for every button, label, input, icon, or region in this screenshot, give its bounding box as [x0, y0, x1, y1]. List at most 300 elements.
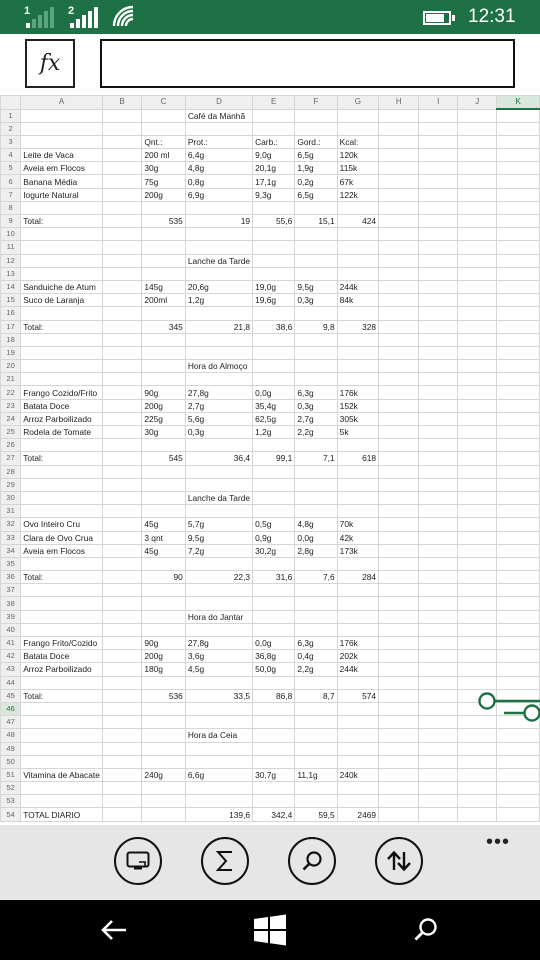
cell-e54[interactable]: 342,4 — [253, 808, 295, 821]
row-header[interactable]: 45 — [1, 689, 21, 702]
cell-f50[interactable] — [295, 755, 337, 768]
cell-b38[interactable] — [102, 597, 141, 610]
row-header[interactable]: 43 — [1, 663, 21, 676]
row-header[interactable]: 24 — [1, 412, 21, 425]
cell-k14[interactable] — [497, 280, 540, 293]
cell-a24[interactable]: Arroz Parboilizado — [21, 412, 103, 425]
cell-d39[interactable]: Hora do Jantar — [185, 610, 252, 623]
cell-i44[interactable] — [419, 676, 458, 689]
row-header[interactable]: 25 — [1, 426, 21, 439]
column-header-g[interactable]: G — [337, 96, 378, 110]
cell-d53[interactable] — [185, 795, 252, 808]
cell-d36[interactable]: 22,3 — [185, 571, 252, 584]
cell-i1[interactable] — [419, 109, 458, 122]
row-header[interactable]: 14 — [1, 280, 21, 293]
cell-c20[interactable] — [142, 360, 186, 373]
cell-e7[interactable]: 9,3g — [253, 188, 295, 201]
cell-h46[interactable] — [379, 702, 419, 715]
cell-g27[interactable]: 618 — [337, 452, 378, 465]
cell-i7[interactable] — [419, 188, 458, 201]
cell-g31[interactable] — [337, 505, 378, 518]
cell-i51[interactable] — [419, 768, 458, 781]
cell-f11[interactable] — [295, 241, 337, 254]
cell-b48[interactable] — [102, 729, 141, 742]
cell-h11[interactable] — [379, 241, 419, 254]
cell-j18[interactable] — [458, 333, 497, 346]
cell-g4[interactable]: 120k — [337, 149, 378, 162]
cell-d34[interactable]: 7,2g — [185, 544, 252, 557]
cell-b19[interactable] — [102, 346, 141, 359]
cell-k40[interactable] — [497, 623, 540, 636]
cell-f25[interactable]: 2,2g — [295, 426, 337, 439]
formula-input[interactable] — [100, 39, 515, 88]
cell-b50[interactable] — [102, 755, 141, 768]
row-header[interactable]: 31 — [1, 505, 21, 518]
cell-g10[interactable] — [337, 228, 378, 241]
cell-f30[interactable] — [295, 491, 337, 504]
cell-e33[interactable]: 0,9g — [253, 531, 295, 544]
cell-c15[interactable]: 200ml — [142, 294, 186, 307]
cell-i42[interactable] — [419, 650, 458, 663]
cell-a11[interactable] — [21, 241, 103, 254]
cell-c22[interactable]: 90g — [142, 386, 186, 399]
cell-j37[interactable] — [458, 584, 497, 597]
cell-a3[interactable] — [21, 135, 103, 148]
cell-d43[interactable]: 4,5g — [185, 663, 252, 676]
cell-k8[interactable] — [497, 201, 540, 214]
cell-j2[interactable] — [458, 122, 497, 135]
cell-d15[interactable]: 1,2g — [185, 294, 252, 307]
cell-k10[interactable] — [497, 228, 540, 241]
row-header[interactable]: 3 — [1, 135, 21, 148]
cell-k54[interactable] — [497, 808, 540, 821]
cell-h16[interactable] — [379, 307, 419, 320]
cell-j54[interactable] — [458, 808, 497, 821]
cell-j39[interactable] — [458, 610, 497, 623]
cell-d5[interactable]: 4,8g — [185, 162, 252, 175]
cell-f17[interactable]: 9,8 — [295, 320, 337, 333]
cell-b34[interactable] — [102, 544, 141, 557]
cell-c14[interactable]: 145g — [142, 280, 186, 293]
cell-a38[interactable] — [21, 597, 103, 610]
column-header-d[interactable]: D — [185, 96, 252, 110]
cell-c54[interactable] — [142, 808, 186, 821]
cell-h3[interactable] — [379, 135, 419, 148]
cell-a43[interactable]: Arroz Parboilizado — [21, 663, 103, 676]
cell-b49[interactable] — [102, 742, 141, 755]
row-header[interactable]: 47 — [1, 716, 21, 729]
cell-g48[interactable] — [337, 729, 378, 742]
cell-a27[interactable]: Total: — [21, 452, 103, 465]
cell-f27[interactable]: 7,1 — [295, 452, 337, 465]
cell-c5[interactable]: 30g — [142, 162, 186, 175]
cell-b18[interactable] — [102, 333, 141, 346]
cell-b35[interactable] — [102, 557, 141, 570]
cell-e30[interactable] — [253, 491, 295, 504]
cell-c18[interactable] — [142, 333, 186, 346]
cell-c12[interactable] — [142, 254, 186, 267]
cell-e5[interactable]: 20,1g — [253, 162, 295, 175]
cell-i22[interactable] — [419, 386, 458, 399]
cell-f37[interactable] — [295, 584, 337, 597]
spreadsheet-grid[interactable] — [0, 95, 540, 825]
cell-i37[interactable] — [419, 584, 458, 597]
back-button[interactable] — [96, 912, 132, 948]
cell-c7[interactable]: 200g — [142, 188, 186, 201]
row-header[interactable]: 27 — [1, 452, 21, 465]
cell-f32[interactable]: 4,8g — [295, 518, 337, 531]
cell-k27[interactable] — [497, 452, 540, 465]
cell-e46[interactable] — [253, 702, 295, 715]
cell-g41[interactable]: 176k — [337, 637, 378, 650]
cell-c21[interactable] — [142, 373, 186, 386]
row-header[interactable]: 53 — [1, 795, 21, 808]
cell-h19[interactable] — [379, 346, 419, 359]
column-header-c[interactable]: C — [142, 96, 186, 110]
cell-j16[interactable] — [458, 307, 497, 320]
cell-b16[interactable] — [102, 307, 141, 320]
cell-b7[interactable] — [102, 188, 141, 201]
cell-d21[interactable] — [185, 373, 252, 386]
cell-d3[interactable]: Prot.: — [185, 135, 252, 148]
cell-h37[interactable] — [379, 584, 419, 597]
cell-f26[interactable] — [295, 439, 337, 452]
cell-d24[interactable]: 5,6g — [185, 412, 252, 425]
cell-c45[interactable]: 536 — [142, 689, 186, 702]
row-header[interactable]: 17 — [1, 320, 21, 333]
cell-e31[interactable] — [253, 505, 295, 518]
cell-i4[interactable] — [419, 149, 458, 162]
cell-j21[interactable] — [458, 373, 497, 386]
cell-c25[interactable]: 30g — [142, 426, 186, 439]
cell-g3[interactable]: Kcal: — [337, 135, 378, 148]
cell-g22[interactable]: 176k — [337, 386, 378, 399]
cell-a1[interactable] — [21, 109, 103, 122]
cell-c11[interactable] — [142, 241, 186, 254]
cell-h8[interactable] — [379, 201, 419, 214]
cell-i53[interactable] — [419, 795, 458, 808]
cell-a31[interactable] — [21, 505, 103, 518]
cell-e14[interactable]: 19,0g — [253, 280, 295, 293]
cell-e49[interactable] — [253, 742, 295, 755]
cell-j36[interactable] — [458, 571, 497, 584]
cell-j35[interactable] — [458, 557, 497, 570]
cell-d28[interactable] — [185, 465, 252, 478]
cell-j42[interactable] — [458, 650, 497, 663]
cell-d2[interactable] — [185, 122, 252, 135]
cell-i50[interactable] — [419, 755, 458, 768]
column-header-h[interactable]: H — [379, 96, 419, 110]
column-header-a[interactable]: A — [21, 96, 103, 110]
row-header[interactable]: 35 — [1, 557, 21, 570]
cell-d1[interactable]: Café da Manhã — [185, 109, 252, 122]
cell-g46[interactable] — [337, 702, 378, 715]
cell-a52[interactable] — [21, 782, 103, 795]
cell-k25[interactable] — [497, 426, 540, 439]
cell-j33[interactable] — [458, 531, 497, 544]
cell-a12[interactable] — [21, 254, 103, 267]
cell-k18[interactable] — [497, 333, 540, 346]
cell-d12[interactable]: Lanche da Tarde — [185, 254, 252, 267]
cell-b26[interactable] — [102, 439, 141, 452]
cell-f46[interactable] — [295, 702, 337, 715]
cell-g5[interactable]: 115k — [337, 162, 378, 175]
cell-a6[interactable]: Banana Média — [21, 175, 103, 188]
cell-j19[interactable] — [458, 346, 497, 359]
cell-h53[interactable] — [379, 795, 419, 808]
cell-k24[interactable] — [497, 412, 540, 425]
cell-b22[interactable] — [102, 386, 141, 399]
cell-c19[interactable] — [142, 346, 186, 359]
cell-c49[interactable] — [142, 742, 186, 755]
cell-e19[interactable] — [253, 346, 295, 359]
cell-f31[interactable] — [295, 505, 337, 518]
cell-g30[interactable] — [337, 491, 378, 504]
cell-k41[interactable] — [497, 637, 540, 650]
cell-c16[interactable] — [142, 307, 186, 320]
cell-i20[interactable] — [419, 360, 458, 373]
cell-e42[interactable]: 36,8g — [253, 650, 295, 663]
cell-h13[interactable] — [379, 267, 419, 280]
cell-k4[interactable] — [497, 149, 540, 162]
row-header[interactable]: 42 — [1, 650, 21, 663]
cell-k51[interactable] — [497, 768, 540, 781]
cell-f34[interactable]: 2,8g — [295, 544, 337, 557]
cell-k28[interactable] — [497, 465, 540, 478]
cell-a33[interactable]: Clara de Ovo Crua — [21, 531, 103, 544]
cell-h4[interactable] — [379, 149, 419, 162]
cell-f42[interactable]: 0,4g — [295, 650, 337, 663]
cell-i48[interactable] — [419, 729, 458, 742]
function-button[interactable] — [25, 39, 75, 88]
cell-j28[interactable] — [458, 465, 497, 478]
row-header[interactable]: 54 — [1, 808, 21, 821]
cell-e20[interactable] — [253, 360, 295, 373]
cell-a49[interactable] — [21, 742, 103, 755]
row-header[interactable]: 48 — [1, 729, 21, 742]
cell-c13[interactable] — [142, 267, 186, 280]
cell-g8[interactable] — [337, 201, 378, 214]
cell-h43[interactable] — [379, 663, 419, 676]
cell-a21[interactable] — [21, 373, 103, 386]
cell-c28[interactable] — [142, 465, 186, 478]
cell-g51[interactable]: 240k — [337, 768, 378, 781]
cell-i35[interactable] — [419, 557, 458, 570]
cell-f38[interactable] — [295, 597, 337, 610]
cell-a20[interactable] — [21, 360, 103, 373]
cell-f10[interactable] — [295, 228, 337, 241]
cell-e52[interactable] — [253, 782, 295, 795]
cell-k29[interactable] — [497, 478, 540, 491]
cell-g26[interactable] — [337, 439, 378, 452]
cell-f14[interactable]: 9,5g — [295, 280, 337, 293]
cell-c41[interactable]: 90g — [142, 637, 186, 650]
cell-c31[interactable] — [142, 505, 186, 518]
cell-f4[interactable]: 6,5g — [295, 149, 337, 162]
cell-a54[interactable]: TOTAL DIARIO — [21, 808, 103, 821]
cell-g29[interactable] — [337, 478, 378, 491]
row-header[interactable]: 29 — [1, 478, 21, 491]
cell-e29[interactable] — [253, 478, 295, 491]
row-header[interactable]: 8 — [1, 201, 21, 214]
cell-h24[interactable] — [379, 412, 419, 425]
cell-j13[interactable] — [458, 267, 497, 280]
cell-g9[interactable]: 424 — [337, 215, 378, 228]
cell-c37[interactable] — [142, 584, 186, 597]
cell-b32[interactable] — [102, 518, 141, 531]
cell-j1[interactable] — [458, 109, 497, 122]
cell-g7[interactable]: 122k — [337, 188, 378, 201]
cell-g36[interactable]: 284 — [337, 571, 378, 584]
cell-j27[interactable] — [458, 452, 497, 465]
cell-j49[interactable] — [458, 742, 497, 755]
cell-a30[interactable] — [21, 491, 103, 504]
cell-k26[interactable] — [497, 439, 540, 452]
cell-f21[interactable] — [295, 373, 337, 386]
cell-d10[interactable] — [185, 228, 252, 241]
cell-c3[interactable]: Qnt.: — [142, 135, 186, 148]
cell-k22[interactable] — [497, 386, 540, 399]
more-button[interactable]: ••• — [486, 831, 511, 853]
cell-g18[interactable] — [337, 333, 378, 346]
cell-d13[interactable] — [185, 267, 252, 280]
cell-g43[interactable]: 244k — [337, 663, 378, 676]
cell-k38[interactable] — [497, 597, 540, 610]
cell-b5[interactable] — [102, 162, 141, 175]
cell-i28[interactable] — [419, 465, 458, 478]
cell-k16[interactable] — [497, 307, 540, 320]
row-header[interactable]: 30 — [1, 491, 21, 504]
cell-b44[interactable] — [102, 676, 141, 689]
cell-g45[interactable]: 574 — [337, 689, 378, 702]
cell-h27[interactable] — [379, 452, 419, 465]
cell-a35[interactable] — [21, 557, 103, 570]
cell-j5[interactable] — [458, 162, 497, 175]
cell-b13[interactable] — [102, 267, 141, 280]
cell-a17[interactable]: Total: — [21, 320, 103, 333]
cell-g13[interactable] — [337, 267, 378, 280]
sort-button[interactable] — [375, 837, 423, 885]
cell-g14[interactable]: 244k — [337, 280, 378, 293]
cell-j7[interactable] — [458, 188, 497, 201]
cell-i9[interactable] — [419, 215, 458, 228]
cell-f48[interactable] — [295, 729, 337, 742]
cell-a45[interactable]: Total: — [21, 689, 103, 702]
row-header[interactable]: 10 — [1, 228, 21, 241]
cell-j12[interactable] — [458, 254, 497, 267]
cell-e11[interactable] — [253, 241, 295, 254]
cell-g11[interactable] — [337, 241, 378, 254]
cell-j3[interactable] — [458, 135, 497, 148]
cell-h21[interactable] — [379, 373, 419, 386]
row-header[interactable]: 36 — [1, 571, 21, 584]
cell-h35[interactable] — [379, 557, 419, 570]
cell-i49[interactable] — [419, 742, 458, 755]
cell-i5[interactable] — [419, 162, 458, 175]
cell-b4[interactable] — [102, 149, 141, 162]
cell-j20[interactable] — [458, 360, 497, 373]
cell-g42[interactable]: 202k — [337, 650, 378, 663]
cell-i27[interactable] — [419, 452, 458, 465]
cell-c39[interactable] — [142, 610, 186, 623]
cell-b1[interactable] — [102, 109, 141, 122]
column-header-e[interactable]: E — [253, 96, 295, 110]
cell-e43[interactable]: 50,0g — [253, 663, 295, 676]
cell-a26[interactable] — [21, 439, 103, 452]
cell-f9[interactable]: 15,1 — [295, 215, 337, 228]
row-header[interactable]: 16 — [1, 307, 21, 320]
cell-i26[interactable] — [419, 439, 458, 452]
cell-k37[interactable] — [497, 584, 540, 597]
cell-j53[interactable] — [458, 795, 497, 808]
cell-c6[interactable]: 75g — [142, 175, 186, 188]
cell-d40[interactable] — [185, 623, 252, 636]
cell-h17[interactable] — [379, 320, 419, 333]
cell-a22[interactable]: Frango Cozido/Frito — [21, 386, 103, 399]
cell-a39[interactable] — [21, 610, 103, 623]
cell-g25[interactable]: 5k — [337, 426, 378, 439]
cell-h12[interactable] — [379, 254, 419, 267]
cell-h5[interactable] — [379, 162, 419, 175]
grid-corner[interactable] — [1, 96, 21, 110]
cell-j40[interactable] — [458, 623, 497, 636]
row-header[interactable]: 52 — [1, 782, 21, 795]
cell-k20[interactable] — [497, 360, 540, 373]
cell-b14[interactable] — [102, 280, 141, 293]
cell-b6[interactable] — [102, 175, 141, 188]
cell-h30[interactable] — [379, 491, 419, 504]
cell-h48[interactable] — [379, 729, 419, 742]
cell-g32[interactable]: 70k — [337, 518, 378, 531]
cell-e39[interactable] — [253, 610, 295, 623]
cell-b37[interactable] — [102, 584, 141, 597]
cell-a32[interactable]: Ovo Inteiro Cru — [21, 518, 103, 531]
cell-b33[interactable] — [102, 531, 141, 544]
cell-f6[interactable]: 0,2g — [295, 175, 337, 188]
cell-e18[interactable] — [253, 333, 295, 346]
cell-d47[interactable] — [185, 716, 252, 729]
cell-a14[interactable]: Sanduiche de Atum — [21, 280, 103, 293]
cell-d44[interactable] — [185, 676, 252, 689]
cell-c4[interactable]: 200 ml — [142, 149, 186, 162]
cell-c44[interactable] — [142, 676, 186, 689]
cell-h7[interactable] — [379, 188, 419, 201]
cell-f47[interactable] — [295, 716, 337, 729]
cell-f12[interactable] — [295, 254, 337, 267]
cell-b42[interactable] — [102, 650, 141, 663]
row-header[interactable]: 5 — [1, 162, 21, 175]
cell-d22[interactable]: 27,8g — [185, 386, 252, 399]
cell-h49[interactable] — [379, 742, 419, 755]
cell-c36[interactable]: 90 — [142, 571, 186, 584]
cell-e44[interactable] — [253, 676, 295, 689]
cell-d14[interactable]: 20,6g — [185, 280, 252, 293]
cell-a16[interactable] — [21, 307, 103, 320]
cell-f44[interactable] — [295, 676, 337, 689]
cell-i54[interactable] — [419, 808, 458, 821]
cell-j17[interactable] — [458, 320, 497, 333]
cell-d26[interactable] — [185, 439, 252, 452]
cell-a19[interactable] — [21, 346, 103, 359]
cell-b23[interactable] — [102, 399, 141, 412]
cell-e10[interactable] — [253, 228, 295, 241]
cell-b9[interactable] — [102, 215, 141, 228]
cell-f16[interactable] — [295, 307, 337, 320]
cell-j52[interactable] — [458, 782, 497, 795]
cell-b40[interactable] — [102, 623, 141, 636]
cell-c34[interactable]: 45g — [142, 544, 186, 557]
cell-h50[interactable] — [379, 755, 419, 768]
